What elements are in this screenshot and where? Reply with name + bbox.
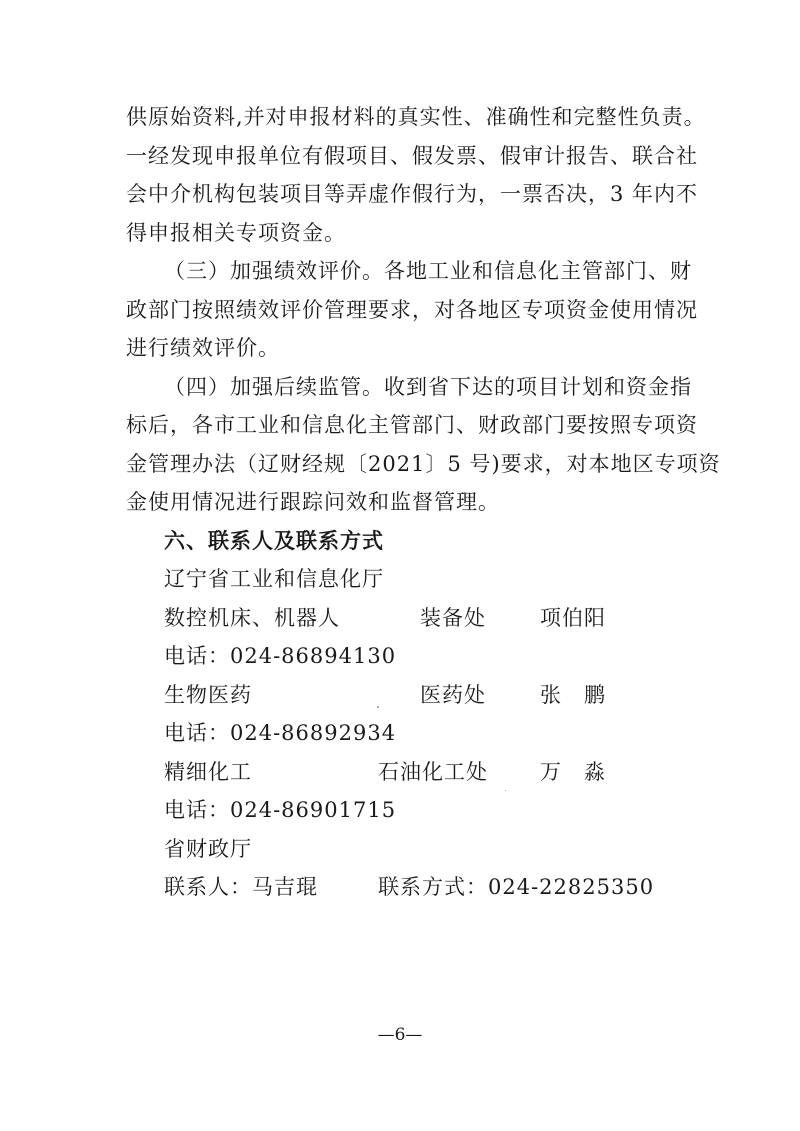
scan-speck <box>377 706 379 708</box>
body-line-7: 进行绩效评价。 <box>126 336 280 360</box>
body-line-5: （三）加强绩效评价。各地工业和信息化主管部门、财 <box>164 259 692 283</box>
body-line-1: 供原始资料,并对申报材料的真实性、准确性和完整性负责。 <box>126 105 706 129</box>
contact-field-2: 生物医药 <box>164 683 252 707</box>
contact-org-industry: 辽宁省工业和信息化厅 <box>164 567 384 591</box>
contact-org-finance: 省财政厅 <box>164 837 252 861</box>
contact-person-3: 万 淼 <box>540 760 606 784</box>
body-line-3: 会中介机构包装项目等弄虚作假行为，一票否决，3 年内不 <box>126 182 699 206</box>
finance-contact-person: 联系人：马吉琨 <box>164 875 318 899</box>
contact-field-3: 精细化工 <box>164 760 252 784</box>
body-line-11: 金使用情况进行跟踪问效和监督管理。 <box>126 490 500 514</box>
contact-dept-2: 医药处 <box>420 683 486 707</box>
body-line-10: 金管理办法（辽财经规〔2021〕5 号)要求，对本地区专项资 <box>126 452 721 476</box>
body-line-9: 标后，各市工业和信息化主管部门、财政部门要按照专项资 <box>126 413 698 437</box>
contact-dept-1: 装备处 <box>420 606 486 630</box>
contact-phone-3: 电话：024-86901715 <box>164 798 397 822</box>
contact-person-2: 张 鹏 <box>540 683 606 707</box>
body-line-4: 得申报相关专项资金。 <box>126 221 346 245</box>
contact-dept-3: 石油化工处 <box>378 760 488 784</box>
body-line-6: 政部门按照绩效评价管理要求，对各地区专项资金使用情况 <box>126 298 698 322</box>
contact-phone-1: 电话：024-86894130 <box>164 644 397 668</box>
scan-speck <box>505 790 506 791</box>
body-line-8: （四）加强后续监管。收到省下达的项目计划和资金指 <box>164 375 692 399</box>
contact-field-1: 数控机床、机器人 <box>164 606 340 630</box>
contact-person-1: 项伯阳 <box>540 606 606 630</box>
page-number: —6— <box>377 1025 423 1045</box>
contact-phone-2: 电话：024-86892934 <box>164 721 397 745</box>
section-heading: 六、联系人及联系方式 <box>164 529 384 553</box>
finance-contact-method: 联系方式：024-22825350 <box>378 875 655 899</box>
body-line-2: 一经发现申报单位有假项目、假发票、假审计报告、联合社 <box>126 144 698 168</box>
